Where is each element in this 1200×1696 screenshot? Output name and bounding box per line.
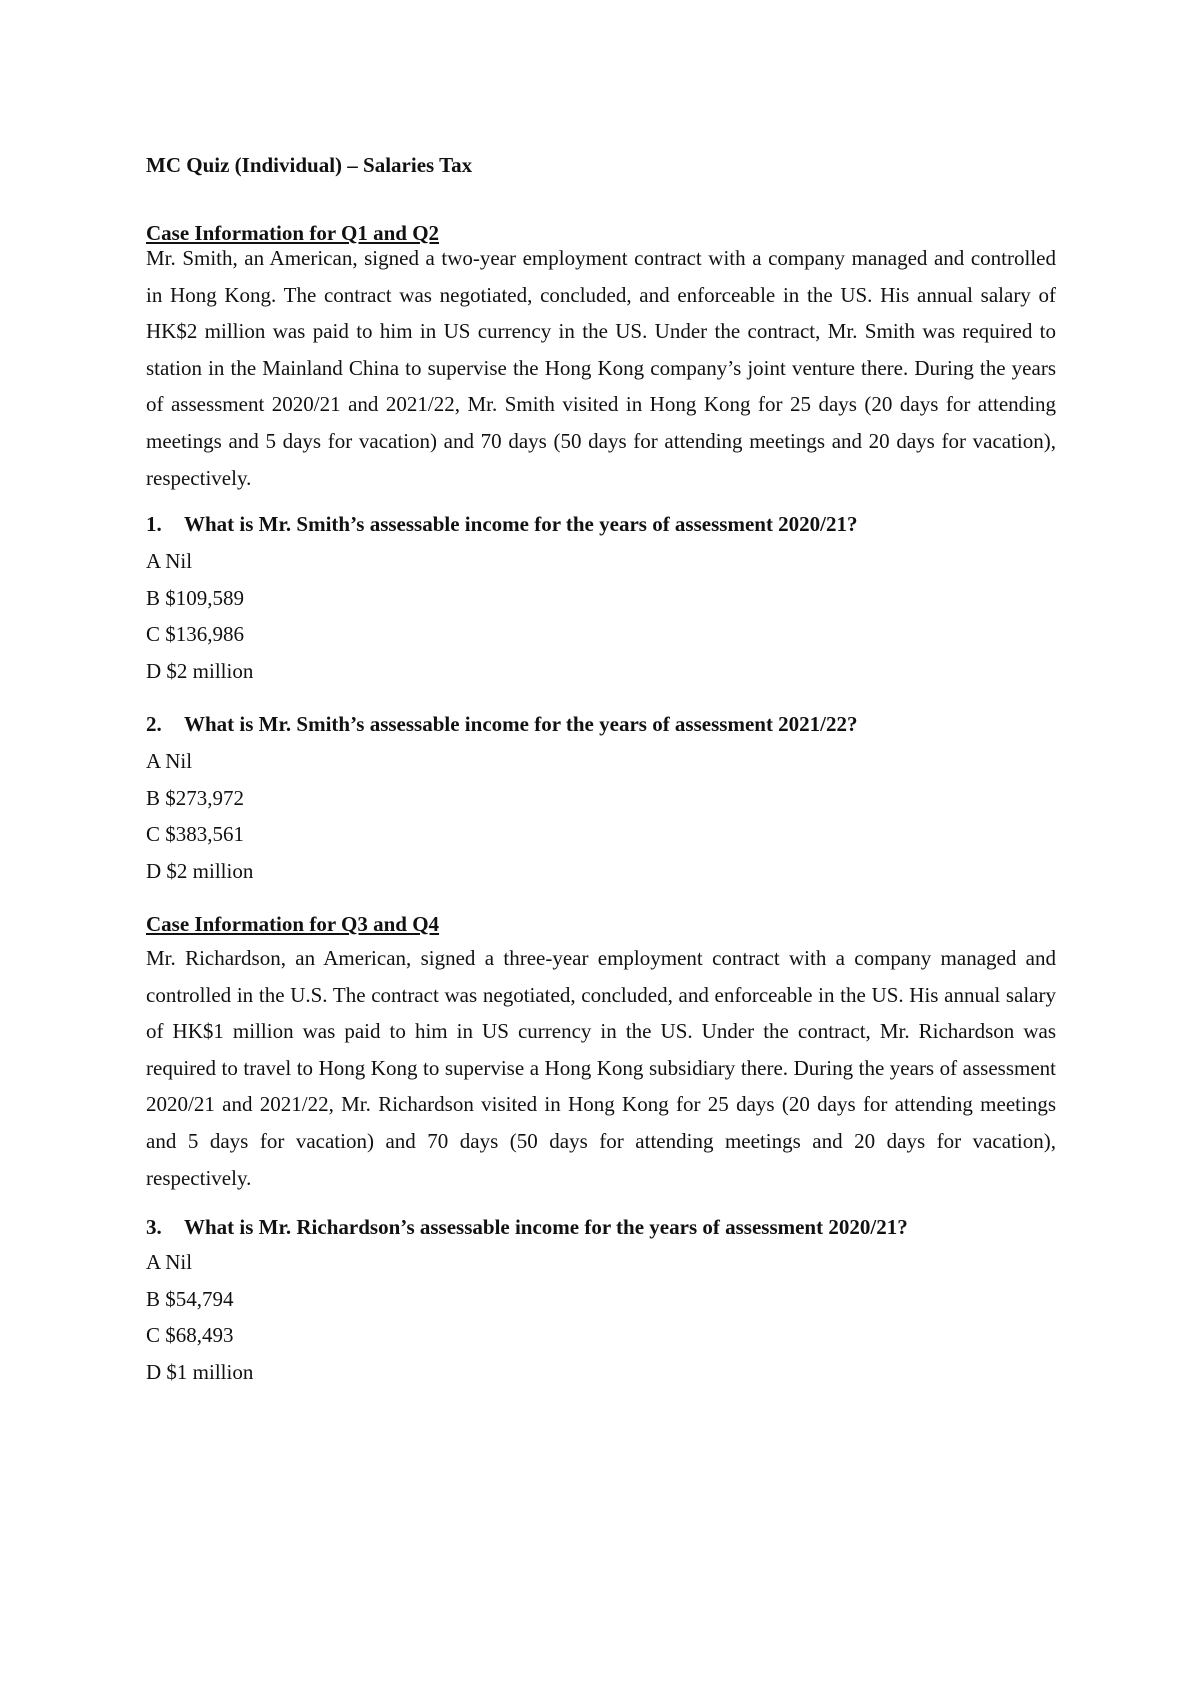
option-c[interactable]: C $136,986 — [146, 622, 245, 647]
document-title: MC Quiz (Individual) – Salaries Tax — [146, 153, 473, 177]
option-b[interactable]: B $273,972 — [146, 785, 245, 810]
question-3-options — [146, 1248, 253, 1394]
option-b[interactable]: B $109,589 — [146, 585, 245, 610]
question-text: What is Mr. Smith’s assessable income for the years of assessment 2021/22? — [184, 712, 858, 736]
question-text: What is Mr. Richardson’s assessable income for the years of assessment 2020/21? — [184, 1215, 908, 1239]
question-text: What is Mr. Smith’s assessable income for the years of assessment 2020/21? — [184, 512, 858, 536]
question-number: 1. — [146, 512, 162, 536]
option-c[interactable]: C $383,561 — [146, 822, 245, 847]
case-body-q1-q2: Mr. Smith, an American, signed a two-year employment contract with a company managed and controlled in Hong Kong. The contract was negotiated, concluded, and enforceable in the US. His annual salary of HK$2 million was paid to him in US currency in the US. Under the contract, Mr. Smith was required to station in the Mainland China to supervise the Hong Kong company’s joint venture there. During the years of assessment 2020/21 and 2021/22, Mr. Smith visited in Hong Kong for 25 days (20 days for attending meetings and 5 days for vacation) and 70 days (50 days for attending meetings and 20 days for vacation), respectively. — [146, 246, 1056, 490]
option-c[interactable]: C $68,493 — [146, 1323, 234, 1348]
question-2 — [146, 710, 858, 738]
option-a[interactable]: A Nil — [146, 549, 193, 573]
question-2-options — [146, 747, 253, 893]
option-a[interactable]: A Nil — [146, 1250, 193, 1274]
question-1-options — [146, 547, 253, 693]
case-heading-q3-q4: Case Information for Q3 and Q4 — [146, 912, 440, 936]
question-number: 3. — [146, 1215, 162, 1239]
case-heading-q1-q2: Case Information for Q1 and Q2 — [146, 221, 440, 245]
option-a[interactable]: A Nil — [146, 749, 193, 773]
question-number: 2. — [146, 712, 162, 736]
option-b[interactable]: B $54,794 — [146, 1286, 234, 1311]
option-d[interactable]: D $1 million — [146, 1359, 254, 1384]
question-1 — [146, 510, 858, 538]
case-body-q3-q4: Mr. Richardson, an American, signed a three-year employment contract with a company managed and controlled in the U.S. The contract was negotiated, concluded, and enforceable in the US. His annual salary of HK$1 million was paid to him in US currency in the US. Under the contract, Mr. Richardson was required to travel to Hong Kong to supervise a Hong Kong subsidiary there. During the years of assessment 2020/21 and 2021/22, Mr. Richardson visited in Hong Kong for 25 days (20 days for attending meetings and 5 days for vacation) and 70 days (50 days for attending meetings and 20 days for vacation), respectively. — [146, 946, 1056, 1190]
option-d[interactable]: D $2 million — [146, 658, 254, 683]
option-d[interactable]: D $2 million — [146, 858, 254, 883]
question-3 — [146, 1213, 908, 1241]
